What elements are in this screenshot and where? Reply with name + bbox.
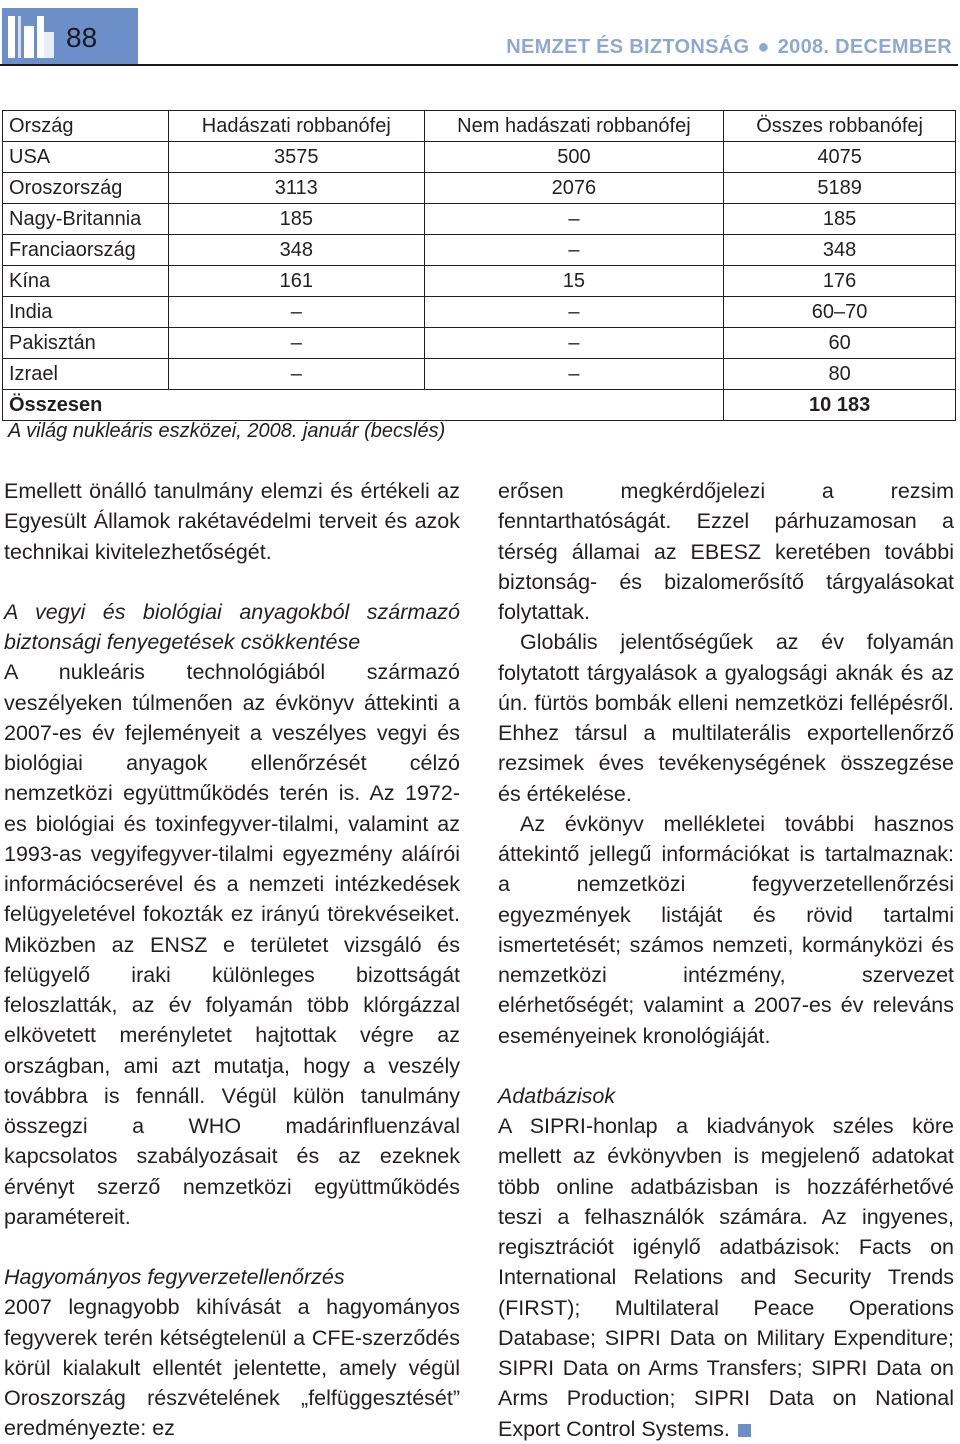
table-header-row [3,111,956,142]
paragraph-final [498,1111,954,1444]
paragraph: A nukleáris technológiából származó veszélyeken túlmenően az évkönyv áttekinti a 2007-es év fejleményeit a veszélyes vegyi és biológiai anyagok ellenőrzését célzó nemzetközi együttműködés terén is. Az 1972-es biológiai és toxinfegyver-tilalmi, valamint az 1993-as vegyifegyver-tilalmi egyezmény aláírói információcserével és a nemzeti intézkedések felügyeletével fokozták ez irányú törekvéseiket. Miközben az ENSZ e területet vizsgáló és felügyelő iraki különleges bizottságát feloszlatták, az év folyamán több klórgázzal elkövetett merényletet hajtottak végre az országban, ami azt mutatja, hogy a veszély továbbra is fennáll. Végül külön tanulmány összegzi a WHO madárinfluenzával kapcsolatos szabályozásait és az ezeknek érvényt szerző nemzetközi együttműködés paramétereit. [4,660,460,1229]
table-cell: Izrael [3,359,169,390]
page-header [0,0,960,70]
table-cell: Nagy-Britannia [3,204,169,235]
table-cell: USA [3,142,169,173]
table-cell: 3113 [168,173,424,204]
paragraph: 2007 legnagyobb kihívását a hagyományos fegyverek terén kétségtelenül a CFE-szerződés körül kialakult ellentét jelentette, amely végül Oroszország részvételének „felfüggesztését” eredményezte: ez [4,1295,460,1441]
table-total-row [3,390,956,421]
table-cell: 60 [724,328,956,359]
table-cell: 60–70 [724,297,956,328]
table-cell: – [424,359,724,390]
spacer [498,1051,954,1081]
table-cell: 161 [168,266,424,297]
section-heading: Hagyományos fegyverzetellenőrzés [4,1265,345,1289]
spacer [4,1232,460,1262]
page-number: 88 [66,22,98,53]
paragraph: Emellett önálló tanulmány elemzi és értékeli az Egyesült Államok rakétavédelmi terveit és azok technikai kivitelezhetőségét. [4,479,460,564]
paragraph: Az évkönyv mellékletei további hasznos áttekintő jellegű információkat is tartalmaznak: a nemzetközi fegyverzetellenőrzési egyezmények listáját és rövid tartalmi ismertetését; számos nemzeti, kormányközi és nemzetközi intézmény, szervezet elérhetőségét; valamint a 2007-es év releváns eseményeinek kronológiáját. [498,811,954,1048]
column-header: Nem hadászati robbanófej [424,111,724,142]
section-heading: Adatbázisok [498,1083,616,1108]
journal-logo [2,8,138,64]
total-value: 10 183 [724,390,956,421]
table-cell: – [424,235,724,266]
paragraph-text: A SIPRI-honlap a kiadványok széles köre mellett az évkönyvben is megjelenő adatokat több online adatbázisban is hozzáférhetővé teszi a felhasználók számára. Az ingyenes, regisztrációt igénylő adatbázisok: Facts on International Relations and Security Trends (FIRST); Multilateral Peace Operations Database; SIPRI Data on Military Expenditure; SIPRI Data on Arms Transfers; SIPRI Data on Arms Production; SIPRI Data on National Export Control Systems. [498,1114,954,1441]
column-header: Ország [3,111,169,142]
table-row [3,235,956,266]
header-rule [0,64,958,66]
total-label: Összesen [3,390,169,421]
table-cell: India [3,297,169,328]
table-cell: 185 [724,204,956,235]
spacer [4,567,460,597]
table-row [3,359,956,390]
paragraph: erősen megkérdőjelezi a rezsim fenntarthatóságát. Ezzel párhuzamosan a térség államai az EBESZ keretében további biztonság- és bizalomerősítő tárgyalásokat folytattak. [498,479,954,624]
bullet-icon: ● [757,36,770,58]
table-cell: 80 [724,359,956,390]
table-cell: Oroszország [3,173,169,204]
table-cell: 500 [424,142,724,173]
table-cell: – [424,204,724,235]
table-cell-empty [168,390,424,421]
table-cell: – [168,328,424,359]
table-row [3,328,956,359]
right-column [498,476,954,1444]
table-cell: 5189 [724,173,956,204]
table-row [3,297,956,328]
table-caption: A világ nukleáris eszközei, 2008. január (becslés) [8,420,446,442]
issue-date: 2008. DECEMBER [777,36,952,58]
table-cell: 3575 [168,142,424,173]
table-cell: Kína [3,266,169,297]
table-cell: 2076 [424,173,724,204]
end-mark-icon [738,1424,751,1437]
column-header: Hadászati robbanófej [168,111,424,142]
table-cell: 176 [724,266,956,297]
table-cell: 15 [424,266,724,297]
journal-title: NEMZET ÉS BIZTONSÁG [506,36,750,58]
table-row [3,204,956,235]
warheads-table [2,110,956,421]
paragraph: Globális jelentőségűek az év folyamán folytatott tárgyalások a gyalogsági aknák és az ún. fürtös bombák elleni nemzetközi fellépésről. Ehhez társul a multilaterális exportellenőrző rezsimek éves tevékenységének összegzése és értékelése. [498,630,954,806]
table-cell: 185 [168,204,424,235]
nb-logo-icon [6,12,56,62]
table-cell: 348 [168,235,424,266]
section-heading: A vegyi és biológiai anyagokból származó biztonsági fenyegetések csökkentése [4,599,460,654]
table-cell: – [168,297,424,328]
table-cell: – [168,359,424,390]
table-cell: – [424,297,724,328]
column-header: Összes robbanófej [724,111,956,142]
running-head [506,36,952,59]
table-row [3,266,956,297]
table-cell: – [424,328,724,359]
table-cell: Pakisztán [3,328,169,359]
table-cell: 4075 [724,142,956,173]
table-cell-empty [424,390,724,421]
table-cell: Franciaország [3,235,169,266]
table-cell: 348 [724,235,956,266]
left-column [4,476,460,1444]
table-row [3,142,956,173]
table-row [3,173,956,204]
